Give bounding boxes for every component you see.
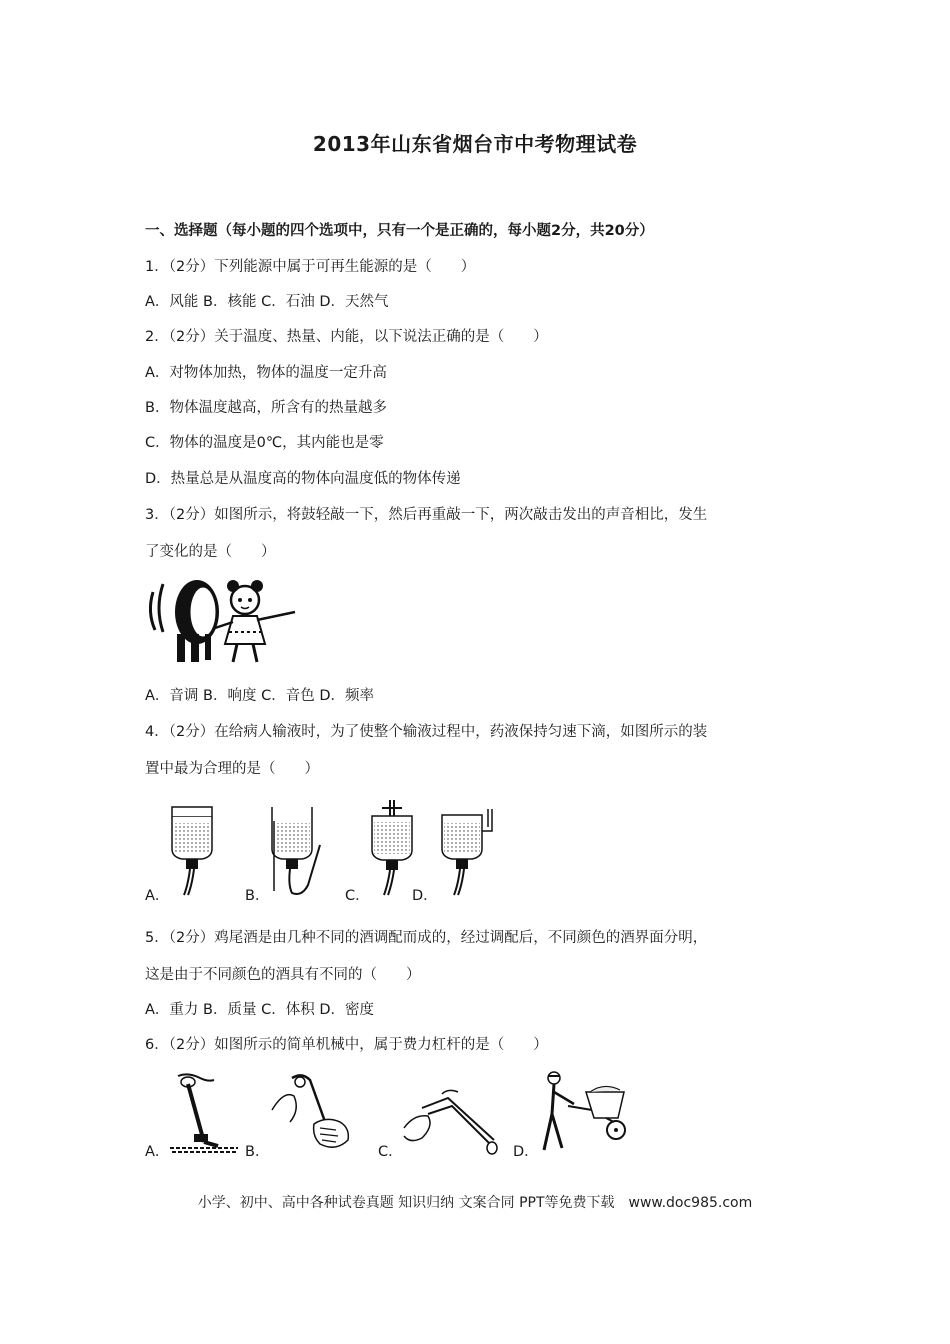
q6-crowbar-figure	[168, 1072, 240, 1156]
q2-stem: 2．（2分）关于温度、热量、内能，以下说法正确的是（ ）	[145, 329, 548, 345]
section-heading: 一、选择题（每小题的四个选项中，只有一个是正确的，每小题2分，共20分）	[145, 223, 654, 239]
q2-option-b: B．物体温度越高，所含有的热量越多	[145, 400, 387, 416]
q2-option-d: D．热量总是从温度高的物体向温度低的物体传递	[145, 471, 461, 487]
drum-figure	[145, 572, 305, 668]
q5-stem-line1: 5．（2分）鸡尾酒是由几种不同的酒调配而成的，经过调配后，不同颜色的酒界面分明，	[145, 930, 708, 946]
q4-label-a: A．	[145, 888, 170, 904]
q5-stem-line2: 这是由于不同颜色的酒具有不同的（ ）	[145, 967, 421, 983]
q6-label-c: C．	[378, 1144, 403, 1160]
q4-bottle-b	[268, 805, 328, 897]
q2-option-c: C．物体的温度是0℃，其内能也是零	[145, 435, 384, 451]
q4-stem-line2: 置中最为合理的是（ ）	[145, 761, 319, 777]
q4-label-c: C．	[345, 888, 370, 904]
q6-wheelbarrow-figure	[540, 1070, 632, 1156]
page-footer: 小学、初中、高中各种试卷真题 知识归纳 文案合同 PPT等免费下载 www.doc985.com	[197, 1195, 753, 1211]
q6-tongs-figure	[402, 1084, 502, 1158]
q4-stem-line1: 4．（2分）在给病人输液时，为了使整个输液过程中，药液保持匀速下滴，如图所示的装	[145, 724, 708, 740]
q4-bottle-d	[438, 805, 500, 897]
page-title: 2013年山东省烟台市中考物理试卷	[312, 132, 638, 156]
q6-opener-figure	[270, 1070, 356, 1154]
q3-options: A．音调 B．响度 C．音色 D．频率	[145, 688, 374, 704]
q4-bottle-c	[368, 800, 414, 897]
q1-options: A．风能 B．核能 C．石油 D．天然气	[145, 294, 389, 310]
q4-label-b: B．	[245, 888, 270, 904]
q6-label-d: D．	[513, 1144, 539, 1160]
q5-options: A．重力 B．质量 C．体积 D．密度	[145, 1002, 374, 1018]
q3-stem-line1: 3．（2分）如图所示，将鼓轻敲一下，然后再重敲一下，两次敲击发出的声音相比，发生	[145, 507, 708, 523]
q3-stem-line2: 了变化的是（ ）	[145, 544, 276, 560]
q6-label-a: A．	[145, 1144, 170, 1160]
q6-stem: 6．（2分）如图所示的简单机械中，属于费力杠杆的是（ ）	[145, 1037, 548, 1053]
q1-stem: 1．（2分）下列能源中属于可再生能源的是（ ）	[145, 259, 476, 275]
q4-bottle-a	[170, 805, 216, 897]
q2-option-a: A．对物体加热，物体的温度一定升高	[145, 365, 387, 381]
q4-label-d: D．	[412, 888, 438, 904]
q6-label-b: B．	[245, 1144, 270, 1160]
